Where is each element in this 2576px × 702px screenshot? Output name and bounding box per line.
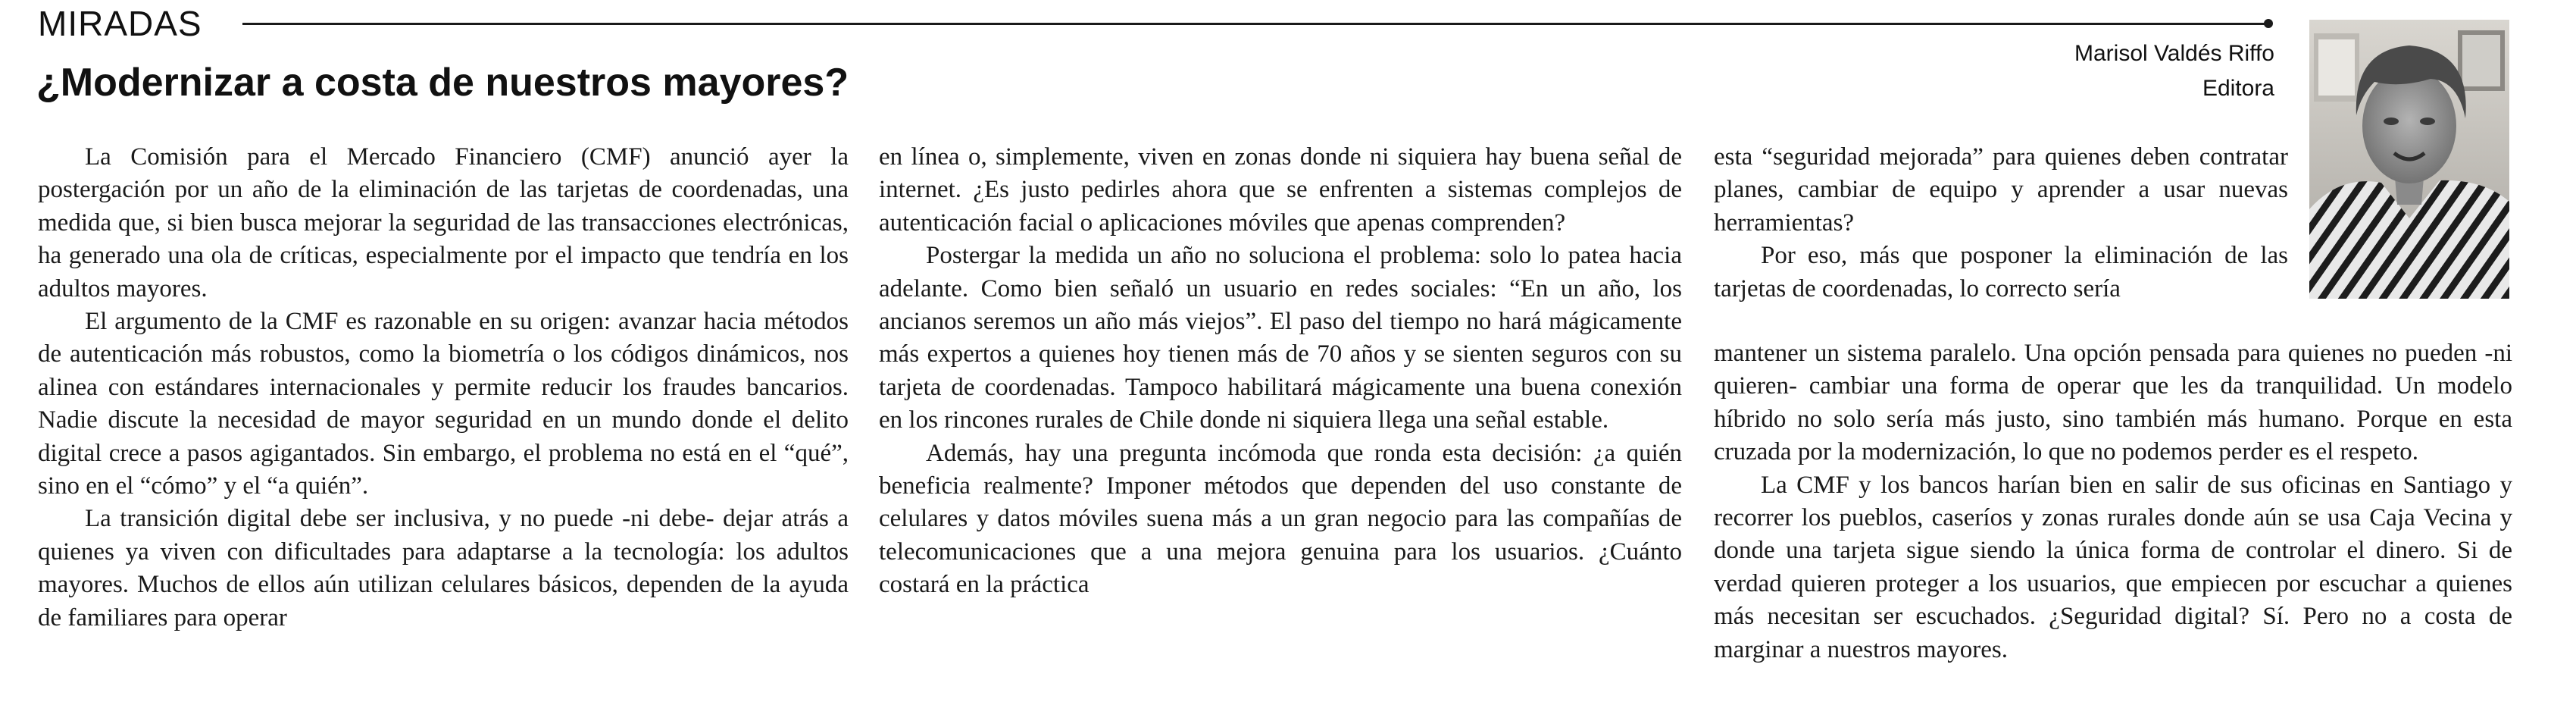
author-role: Editora	[2202, 76, 2274, 101]
paragraph: La CMF y los bancos harían bien en salir de sus oficinas en Santiago y recorrer los pueblos, caseríos y zonas rurales donde aún se usa Caja Vecina y donde una tarjeta sigue siendo la única forma de controlar el dinero. Si de verdad quieren proteger a los usuarios, que empiecen por escuchar a quienes más necesitan ser escuchados. ¿Seguridad digital? Sí. Pero no a costa de marginar a nuestros mayores.	[1714, 471, 2512, 663]
author-photo	[2309, 20, 2509, 299]
paragraph: mantener un sistema paralelo. Una opción pensada para quienes no pueden -ni quieren- cambiar una forma de operar que les da tranquilidad. Un modelo híbrido no solo sería más justo, sino también más humano. Porque en esta cruzada por la modernización, lo que no podemos perder es el respeto.	[1714, 340, 2512, 466]
paragraph: en línea o, simplemente, viven en zonas donde ni siquiera hay buena señal de internet. ¿Es justo pedirles ahora que se enfrenten a sistemas complejos de autenticación facial o aplicaciones móviles que apenas comprenden?	[879, 143, 1682, 237]
paragraph: Postergar la medida un año no soluciona el problema: solo lo patea hacia adelante. Como bien señaló un usuario en redes sociales: “En un año, los ancianos seremos un año más viejos”. El paso del tiempo no hará mágicamente más expertos a quienes hoy tienen más de 70 años y se sienten seguros con su tarjeta de coordenadas. Tampoco habilitará mágicamente una buena conexión en los rincones rurales de Chile donde ni siquiera llega una señal estable.	[879, 242, 1682, 434]
byline	[2074, 36, 2274, 106]
paragraph: La Comisión para el Mercado Financiero (CMF) anunció ayer la postergación por un año de la eliminación de las tarjetas de coordenadas, una medida que, si bien busca mejorar la seguridad de las transacciones electrónicas, ha generado una ola de críticas, especialmente por el impacto que tendría en los adultos mayores.	[38, 143, 849, 302]
paragraph: Por eso, más que posponer la eliminación de las tarjetas de coordenadas, lo correcto sería	[1714, 242, 2288, 302]
article-column-3-top	[1714, 141, 2288, 306]
article-column-2	[879, 141, 1682, 602]
paragraph: Además, hay una pregunta incómoda que ronda esta decisión: ¿a quién beneficia realmente? Imponer métodos que dependen del uso constante de celulares y datos móviles suena más a un gran negocio para las compañías de telecomunicaciones que a una mejora genuina para los usuarios. ¿Cuánto costará en la práctica	[879, 439, 1682, 599]
header-rule-dot	[2264, 19, 2273, 28]
author-name: Marisol Valdés Riffo	[2074, 41, 2274, 66]
article-column-1	[38, 141, 849, 635]
paragraph: La transición digital debe ser inclusiva, y no puede -ni debe- dejar atrás a quienes ya viven con dificultades para adaptarse a la tecnología: los adultos mayores. Muchos de ellos aún utilizan celulares básicos, dependen de la ayuda de familiares para operar	[38, 505, 849, 631]
article-headline: ¿Modernizar a costa de nuestros mayores?	[36, 61, 849, 105]
section-label: MIRADAS	[38, 4, 202, 43]
header-rule	[242, 23, 2267, 25]
article-column-3-bottom	[1714, 337, 2512, 666]
paragraph: esta “seguridad mejorada” para quienes deben contratar planes, cambiar de equipo y aprender a usar nuevas herramientas?	[1714, 143, 2288, 237]
paragraph: El argumento de la CMF es razonable en su origen: avanzar hacia métodos de autenticación más robustos, como la biometría o los códigos dinámicos, nos alinea con estándares internacionales y permite reducir los fraudes bancarios. Nadie discute la necesidad de mayor seguridad en un mundo donde el delito digital crece a pasos agigantados. Sin embargo, el problema no está en el “qué”, sino en el “cómo” y el “a quién”.	[38, 308, 849, 500]
